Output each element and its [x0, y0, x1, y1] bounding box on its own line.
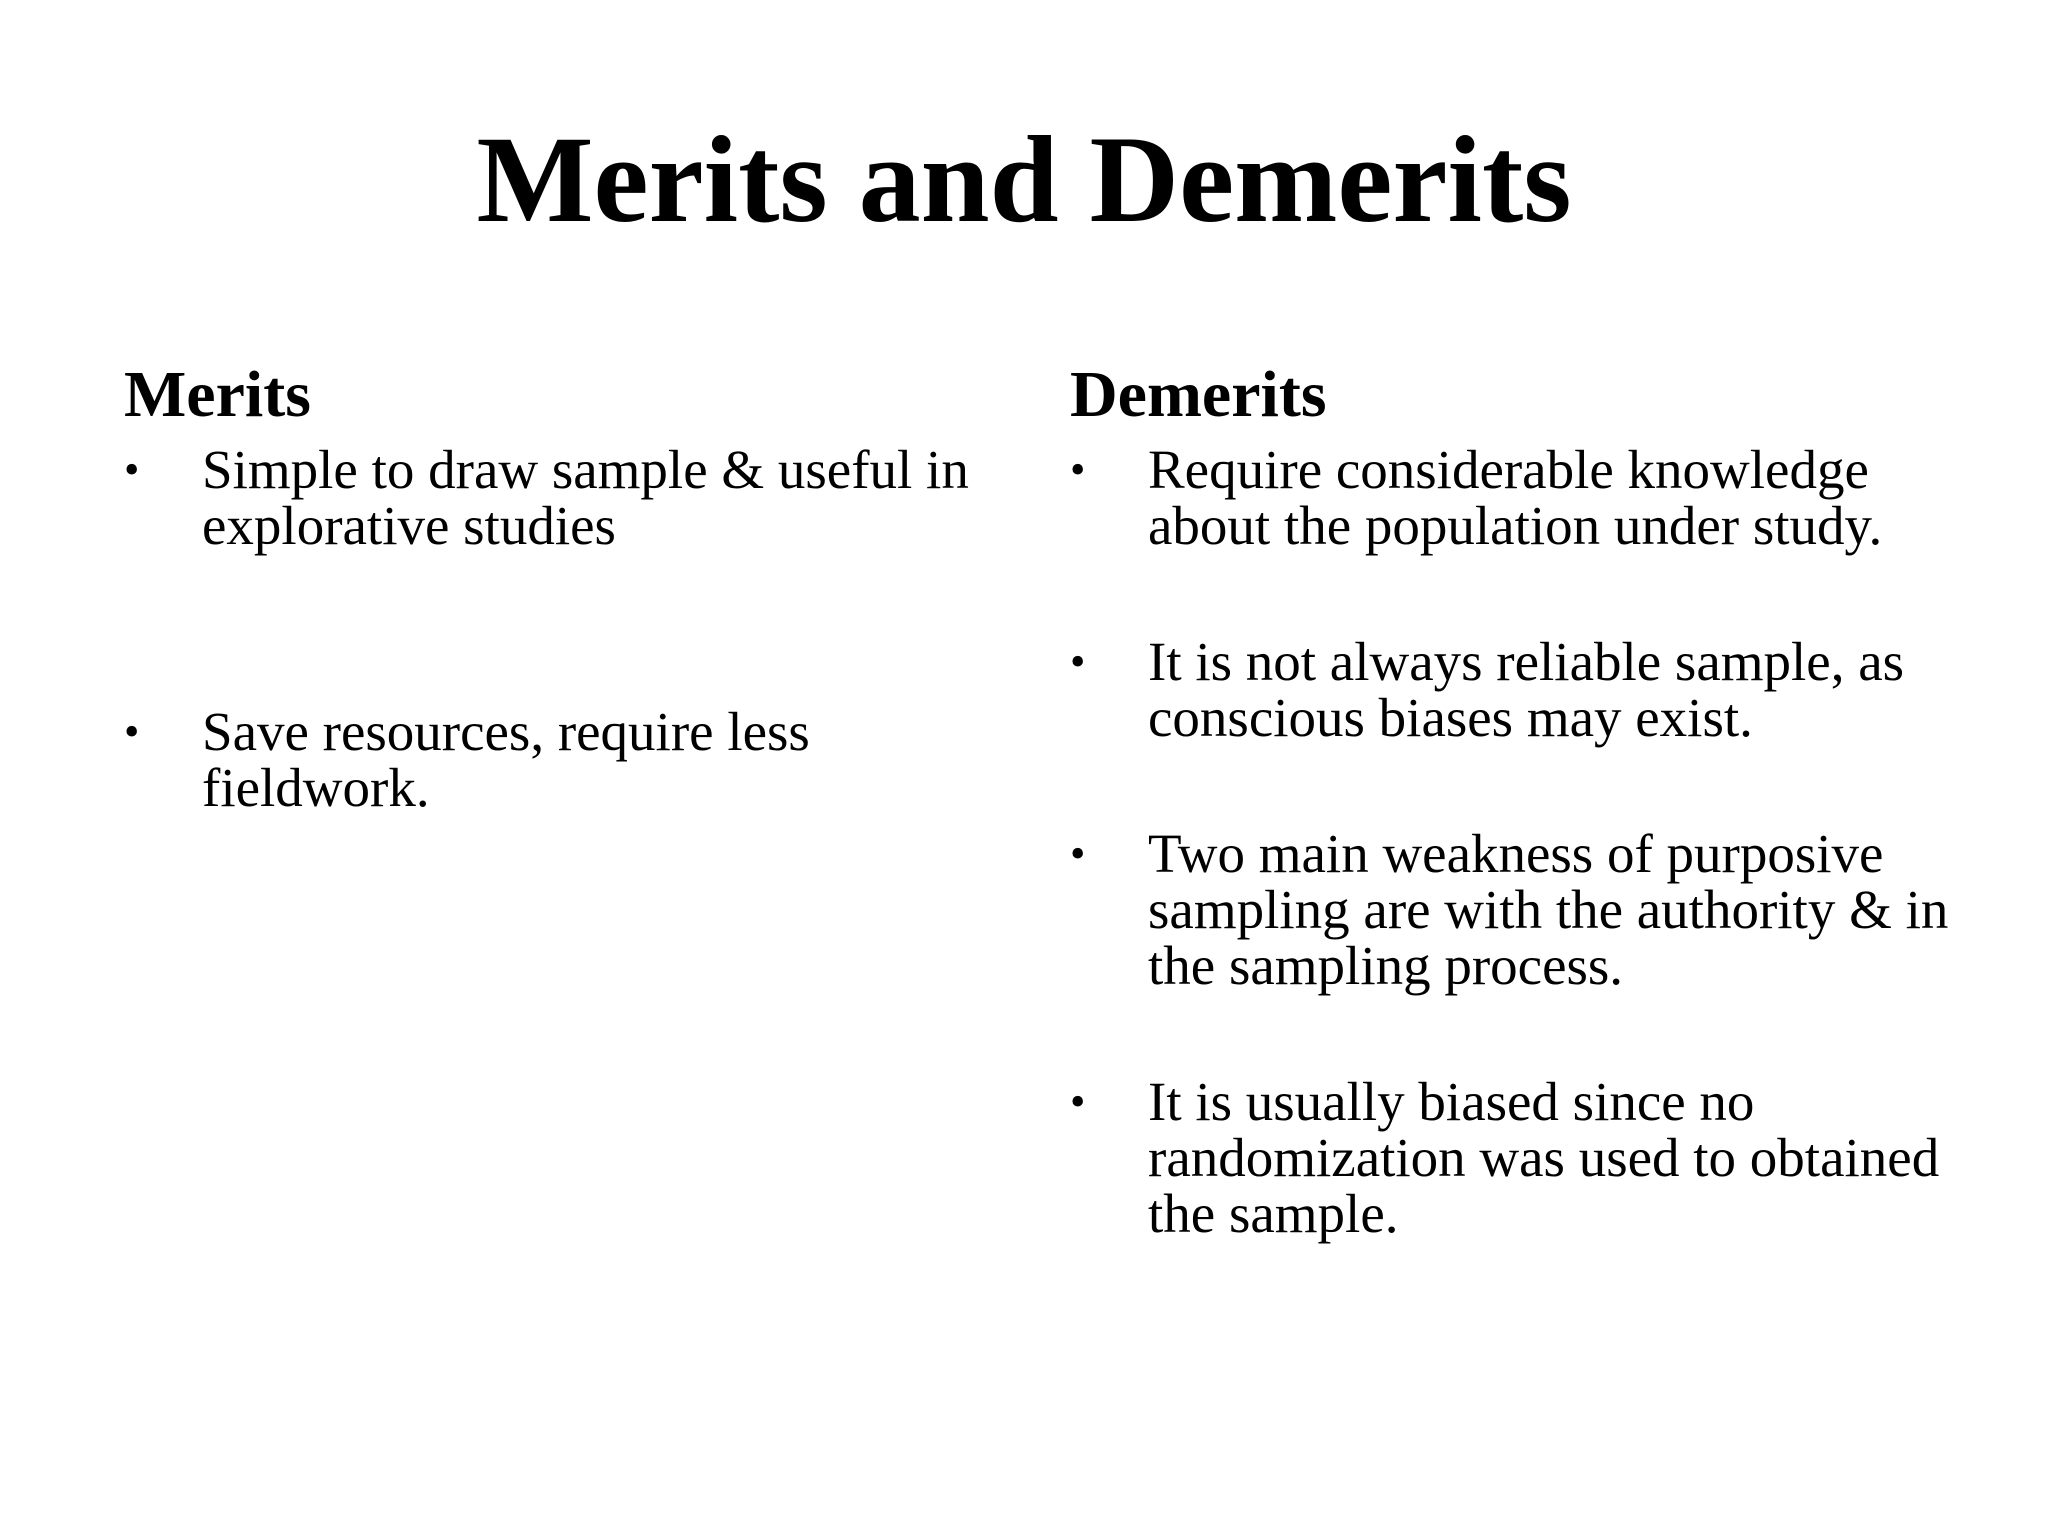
bullet-icon: • — [1070, 1077, 1086, 1126]
bullet-icon: • — [124, 707, 140, 756]
list-item — [124, 701, 1004, 818]
bullet-icon: • — [1070, 637, 1086, 686]
list-item — [124, 439, 1004, 556]
list-item — [1070, 631, 1970, 748]
demerits-column — [1070, 358, 1970, 1244]
demerit-text: Two main weakness of purposive sampling are with the authority & in the sampling process. — [1148, 823, 1949, 996]
merits-heading: Merits — [124, 358, 311, 431]
merits-column — [124, 358, 1004, 818]
list-item — [1070, 1071, 1970, 1244]
bullet-icon: • — [1070, 829, 1086, 878]
slide-title: Merits and Demerits — [476, 111, 1572, 248]
demerit-text: It is usually biased since no randomization was used to obtained the sample. — [1148, 1071, 1940, 1244]
demerit-text: It is not always reliable sample, as conscious biases may exist. — [1148, 631, 1905, 748]
merits-list — [124, 439, 1004, 818]
bullet-icon: • — [124, 445, 140, 494]
list-item — [1070, 823, 1970, 996]
list-item — [1070, 439, 1970, 556]
merit-text: Save resources, require less fieldwork. — [202, 701, 810, 818]
merit-text: Simple to draw sample & useful in explorative studies — [202, 439, 969, 556]
demerit-text: Require considerable knowledge about the population under study. — [1148, 439, 1883, 556]
demerits-list — [1070, 439, 1970, 1244]
bullet-icon: • — [1070, 445, 1086, 494]
demerits-heading: Demerits — [1070, 358, 1327, 431]
